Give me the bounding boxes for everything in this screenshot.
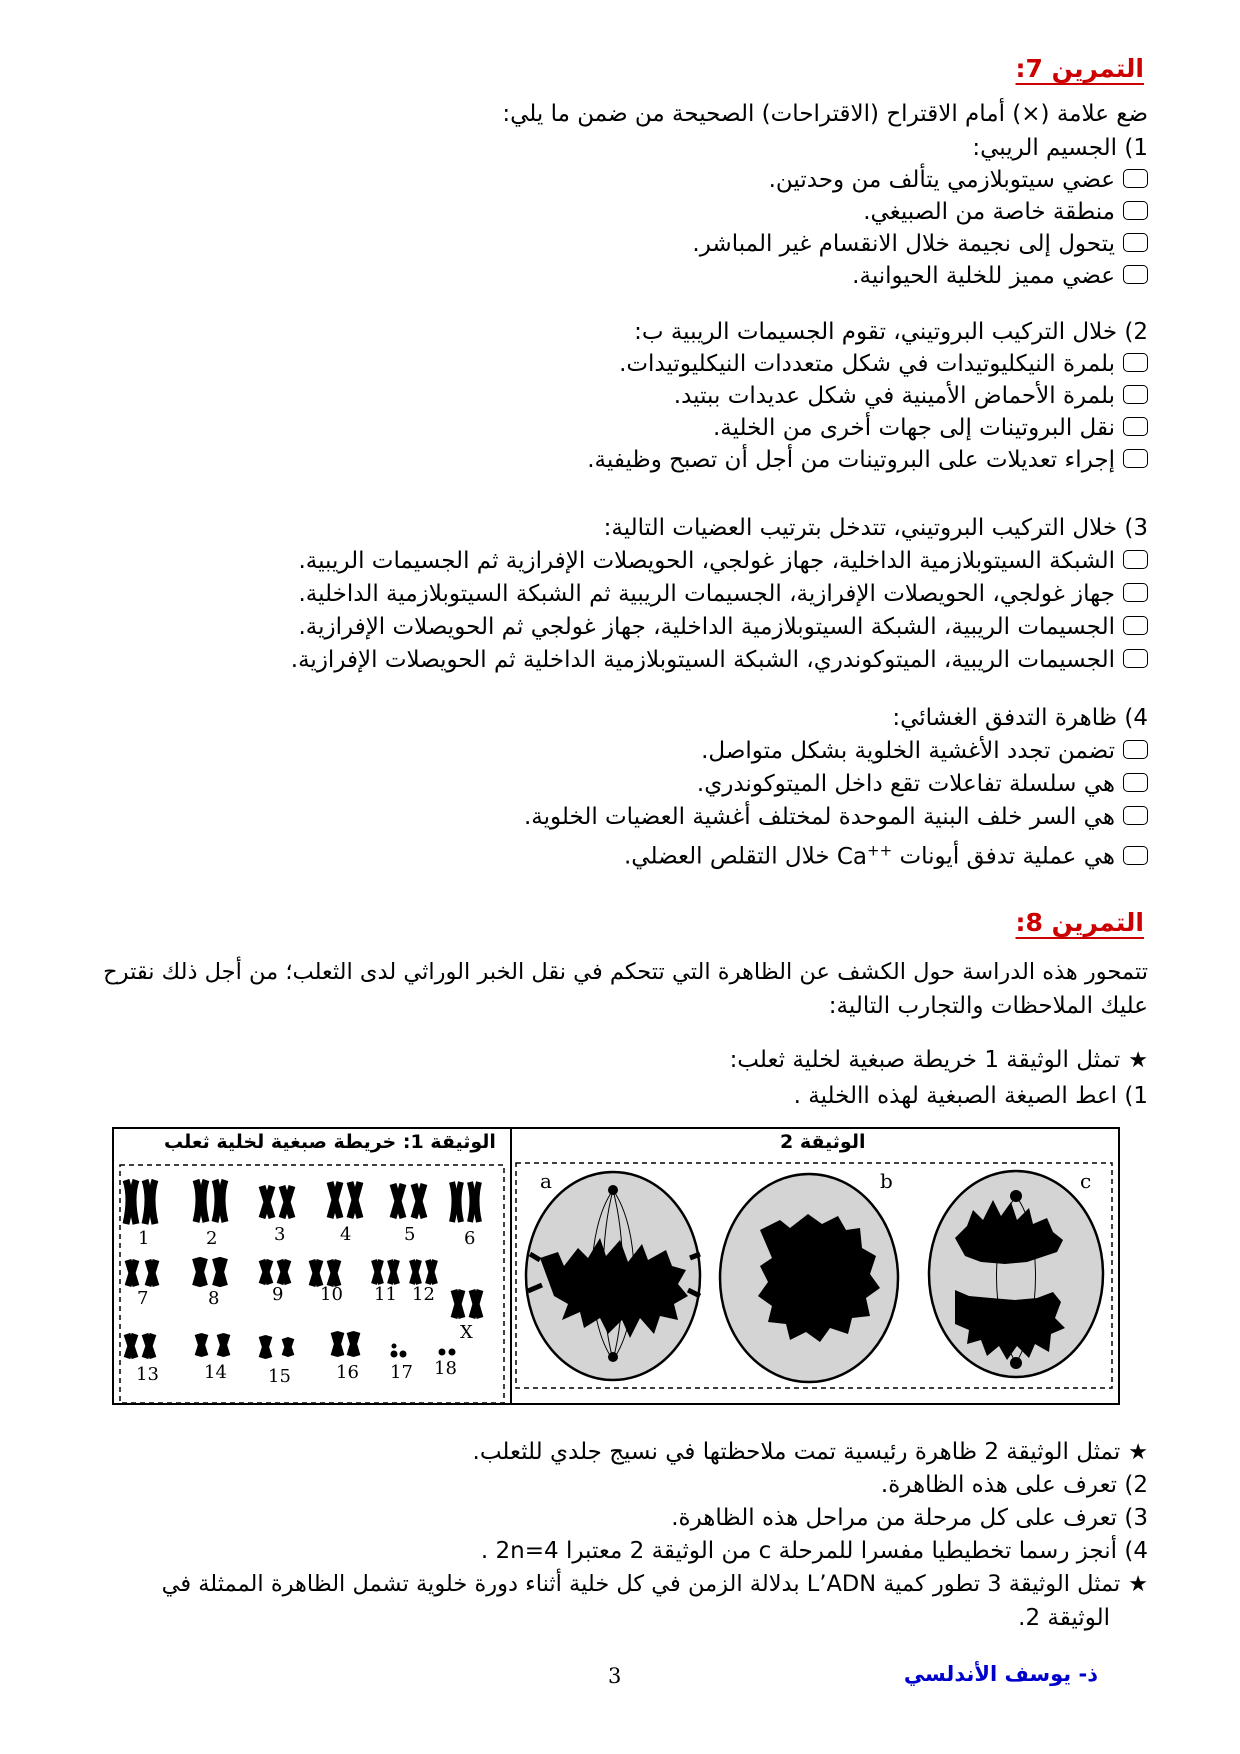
chromosome-pair-4 <box>330 1182 360 1218</box>
chromosome-pair-6 <box>452 1182 479 1222</box>
chromosome-x-pair <box>454 1290 480 1318</box>
karyo-num: 12 <box>412 1284 435 1305</box>
q2-phenomenon: 2) تعرف على هذه الظاهرة. <box>880 1472 1148 1498</box>
chromosome-pair-11 <box>374 1260 397 1284</box>
cell-label-a: a <box>540 1169 552 1193</box>
cell-a <box>526 1172 700 1380</box>
q2-option[interactable]: نقل البروتينات إلى جهات أخرى من الخلية. <box>713 412 1148 444</box>
bullet-doc1: ★تمثل الوثيقة 1 خريطة صبغية لخلية ثعلب: <box>729 1047 1148 1073</box>
q4-option[interactable]: هي السر خلف البنية الموحدة لمختلف أغشية العضيات الخلوية. <box>524 801 1148 833</box>
q1-option[interactable]: عضي مميز للخلية الحيوانية. <box>852 260 1148 292</box>
q1-formula: 1) اعط الصيغة الصبغية لهذه االخلية . <box>793 1083 1148 1109</box>
q4-option[interactable]: هي عملية تدفق أيونات Ca++ خلال التقلص العضلي. <box>624 834 1148 873</box>
q3-option[interactable]: الجسيمات الريبية، الميتوكوندري، الشبكة السيتوبلازمية الداخلية ثم الحويصلات الإفرازية. <box>291 644 1148 676</box>
cell-label-c: c <box>1080 1169 1092 1193</box>
karyo-num: 16 <box>336 1362 359 1383</box>
q3-phases: 3) تعرف على كل مرحلة من مراحل هذه الظاهرة. <box>671 1505 1148 1531</box>
karyo-num: 18 <box>434 1358 457 1379</box>
q1-stem: 1) الجسيم الريبي: <box>972 135 1148 161</box>
q4-option[interactable]: تضمن تجدد الأغشية الخلوية بشكل متواصل. <box>701 735 1148 767</box>
page-number: 3 <box>608 1664 622 1688</box>
chromosome-pair-16 <box>334 1332 357 1356</box>
chromosome-pair-5 <box>393 1184 424 1218</box>
bullet-doc2: ★تمثل الوثيقة 2 ظاهرة رئيسية تمت ملاحظتها في نسيج جلدي للثعلب. <box>472 1439 1148 1465</box>
chromosome-pair-17 <box>391 1344 406 1357</box>
chromosome-pair-18 <box>439 1349 455 1355</box>
star-icon: ★ <box>1128 1572 1148 1597</box>
chromosome-pair-1 <box>126 1180 155 1224</box>
author-name: ذ- يوسف الأندلسي <box>903 1662 1098 1686</box>
star-icon: ★ <box>1128 1048 1148 1073</box>
q3-option[interactable]: الشبكة السيتوبلازمية الداخلية، جهاز غولجي، الحويصلات الإفرازية ثم الجسيمات الريبية. <box>298 545 1148 577</box>
ex8-intro-2: عليك الملاحظات والتجارب التالية: <box>828 993 1148 1019</box>
karyo-num: 15 <box>268 1366 291 1387</box>
karyo-num: 5 <box>404 1224 416 1245</box>
q3-option[interactable]: جهاز غولجي، الحويصلات الإفرازية، الجسيمات الريبية ثم الشبكة السيتوبلازمية الداخلية. <box>298 578 1148 610</box>
q1-option[interactable]: عضي سيتوبلازمي يتألف من وحدتين. <box>769 164 1148 196</box>
q1-option[interactable]: يتحول إلى نجيمة خلال الانقسام غير المباشر. <box>692 228 1148 260</box>
q3-stem: 3) خلال التركيب البروتيني، تتدخل بترتيب العضيات التالية: <box>603 515 1148 541</box>
bullet-doc3-2: الوثيقة 2. <box>1018 1605 1110 1631</box>
cell-label-b: b <box>880 1169 893 1193</box>
karyo-num: 7 <box>137 1288 149 1309</box>
karyo-num: 14 <box>204 1362 227 1383</box>
chromosome-pair-13 <box>127 1334 153 1358</box>
q3-option[interactable]: الجسيمات الريبية، الشبكة السيتوبلازمية الداخلية، جهاز غولجي ثم الحويصلات الإفرازية. <box>298 611 1148 643</box>
chromosome-pair-8 <box>196 1258 224 1286</box>
ex8-intro-1: تتمحور هذه الدراسة حول الكشف عن الظاهرة التي تتحكم في نقل الخبر الوراثي لدى الثعلب؛ من أجل ذلك نقترح <box>103 959 1148 985</box>
q2-option[interactable]: بلمرة النيكليوتيدات في شكل متعددات النيكليوتيدات. <box>619 348 1148 380</box>
chromosome-pair-14 <box>198 1334 227 1356</box>
chromosome-pair-12 <box>412 1260 435 1284</box>
karyo-x-label: X <box>460 1322 473 1343</box>
q4-stem: 4) ظاهرة التدفق الغشائي: <box>892 705 1148 731</box>
karyo-num: 8 <box>208 1288 220 1309</box>
chromosome-pair-10 <box>312 1260 338 1286</box>
q2-option[interactable]: إجراء تعديلات على البروتينات من أجل أن تصبح وظيفية. <box>587 444 1148 476</box>
exercise-7-instruction: ضع علامة (×) أمام الاقتراح (الاقتراحات) الصحيحة من ضمن ما يلي: <box>502 101 1148 127</box>
karyo-num: 9 <box>272 1284 284 1305</box>
q2-option[interactable]: بلمرة الأحماض الأمينية في شكل عديدات ببتيد. <box>674 380 1148 412</box>
chromosome-pair-9 <box>262 1260 288 1284</box>
chromosome-pair-2 <box>196 1180 225 1222</box>
cell-b <box>720 1174 898 1382</box>
doc2-title: الوثيقة 2 <box>780 1131 866 1153</box>
karyo-num: 13 <box>136 1364 159 1385</box>
doc1-title: الوثيقة 1: خريطة صبغية لخلية ثعلب <box>164 1131 496 1153</box>
karyo-num: 10 <box>320 1284 343 1305</box>
karyo-num: 3 <box>274 1224 286 1245</box>
q4-option[interactable]: هي سلسلة تفاعلات تقع داخل الميتوكوندري. <box>697 768 1148 800</box>
calcium-ion: Ca++ <box>836 841 893 870</box>
star-icon: ★ <box>1128 1440 1148 1465</box>
karyotype-numbers <box>136 1224 475 1387</box>
karyo-num: 11 <box>374 1284 397 1305</box>
karyotype <box>126 1180 480 1358</box>
q1-option[interactable]: منطقة خاصة من الصبيغي. <box>863 196 1148 228</box>
karyo-num: 6 <box>464 1228 476 1249</box>
karyo-num: 1 <box>138 1228 150 1249</box>
exercise-7-title: التمرين 7: <box>1015 54 1144 83</box>
chromosome-pair-7 <box>128 1260 156 1286</box>
bullet-doc3-1: ★تمثل الوثيقة 3 تطور كمية L’ADN بدلالة الزمن في كل خلية أثناء دورة خلوية تشمل الظاهرة الممثلة في <box>161 1571 1148 1597</box>
karyo-num: 2 <box>206 1228 218 1249</box>
karyo-num: 4 <box>340 1224 352 1245</box>
exercise-8-title: التمرين 8: <box>1015 908 1144 937</box>
q2-stem: 2) خلال التركيب البروتيني، تقوم الجسيمات الريبية ب: <box>634 319 1148 345</box>
q4-diagram: 4) أنجز رسما تخطيطيا مفسرا للمرحلة c من الوثيقة 2 معتبرا 2n=4 . <box>480 1538 1148 1564</box>
cell-c <box>929 1171 1103 1377</box>
chromosome-pair-15 <box>262 1336 291 1358</box>
karyo-num: 17 <box>390 1362 413 1383</box>
chromosome-pair-3 <box>262 1186 292 1218</box>
